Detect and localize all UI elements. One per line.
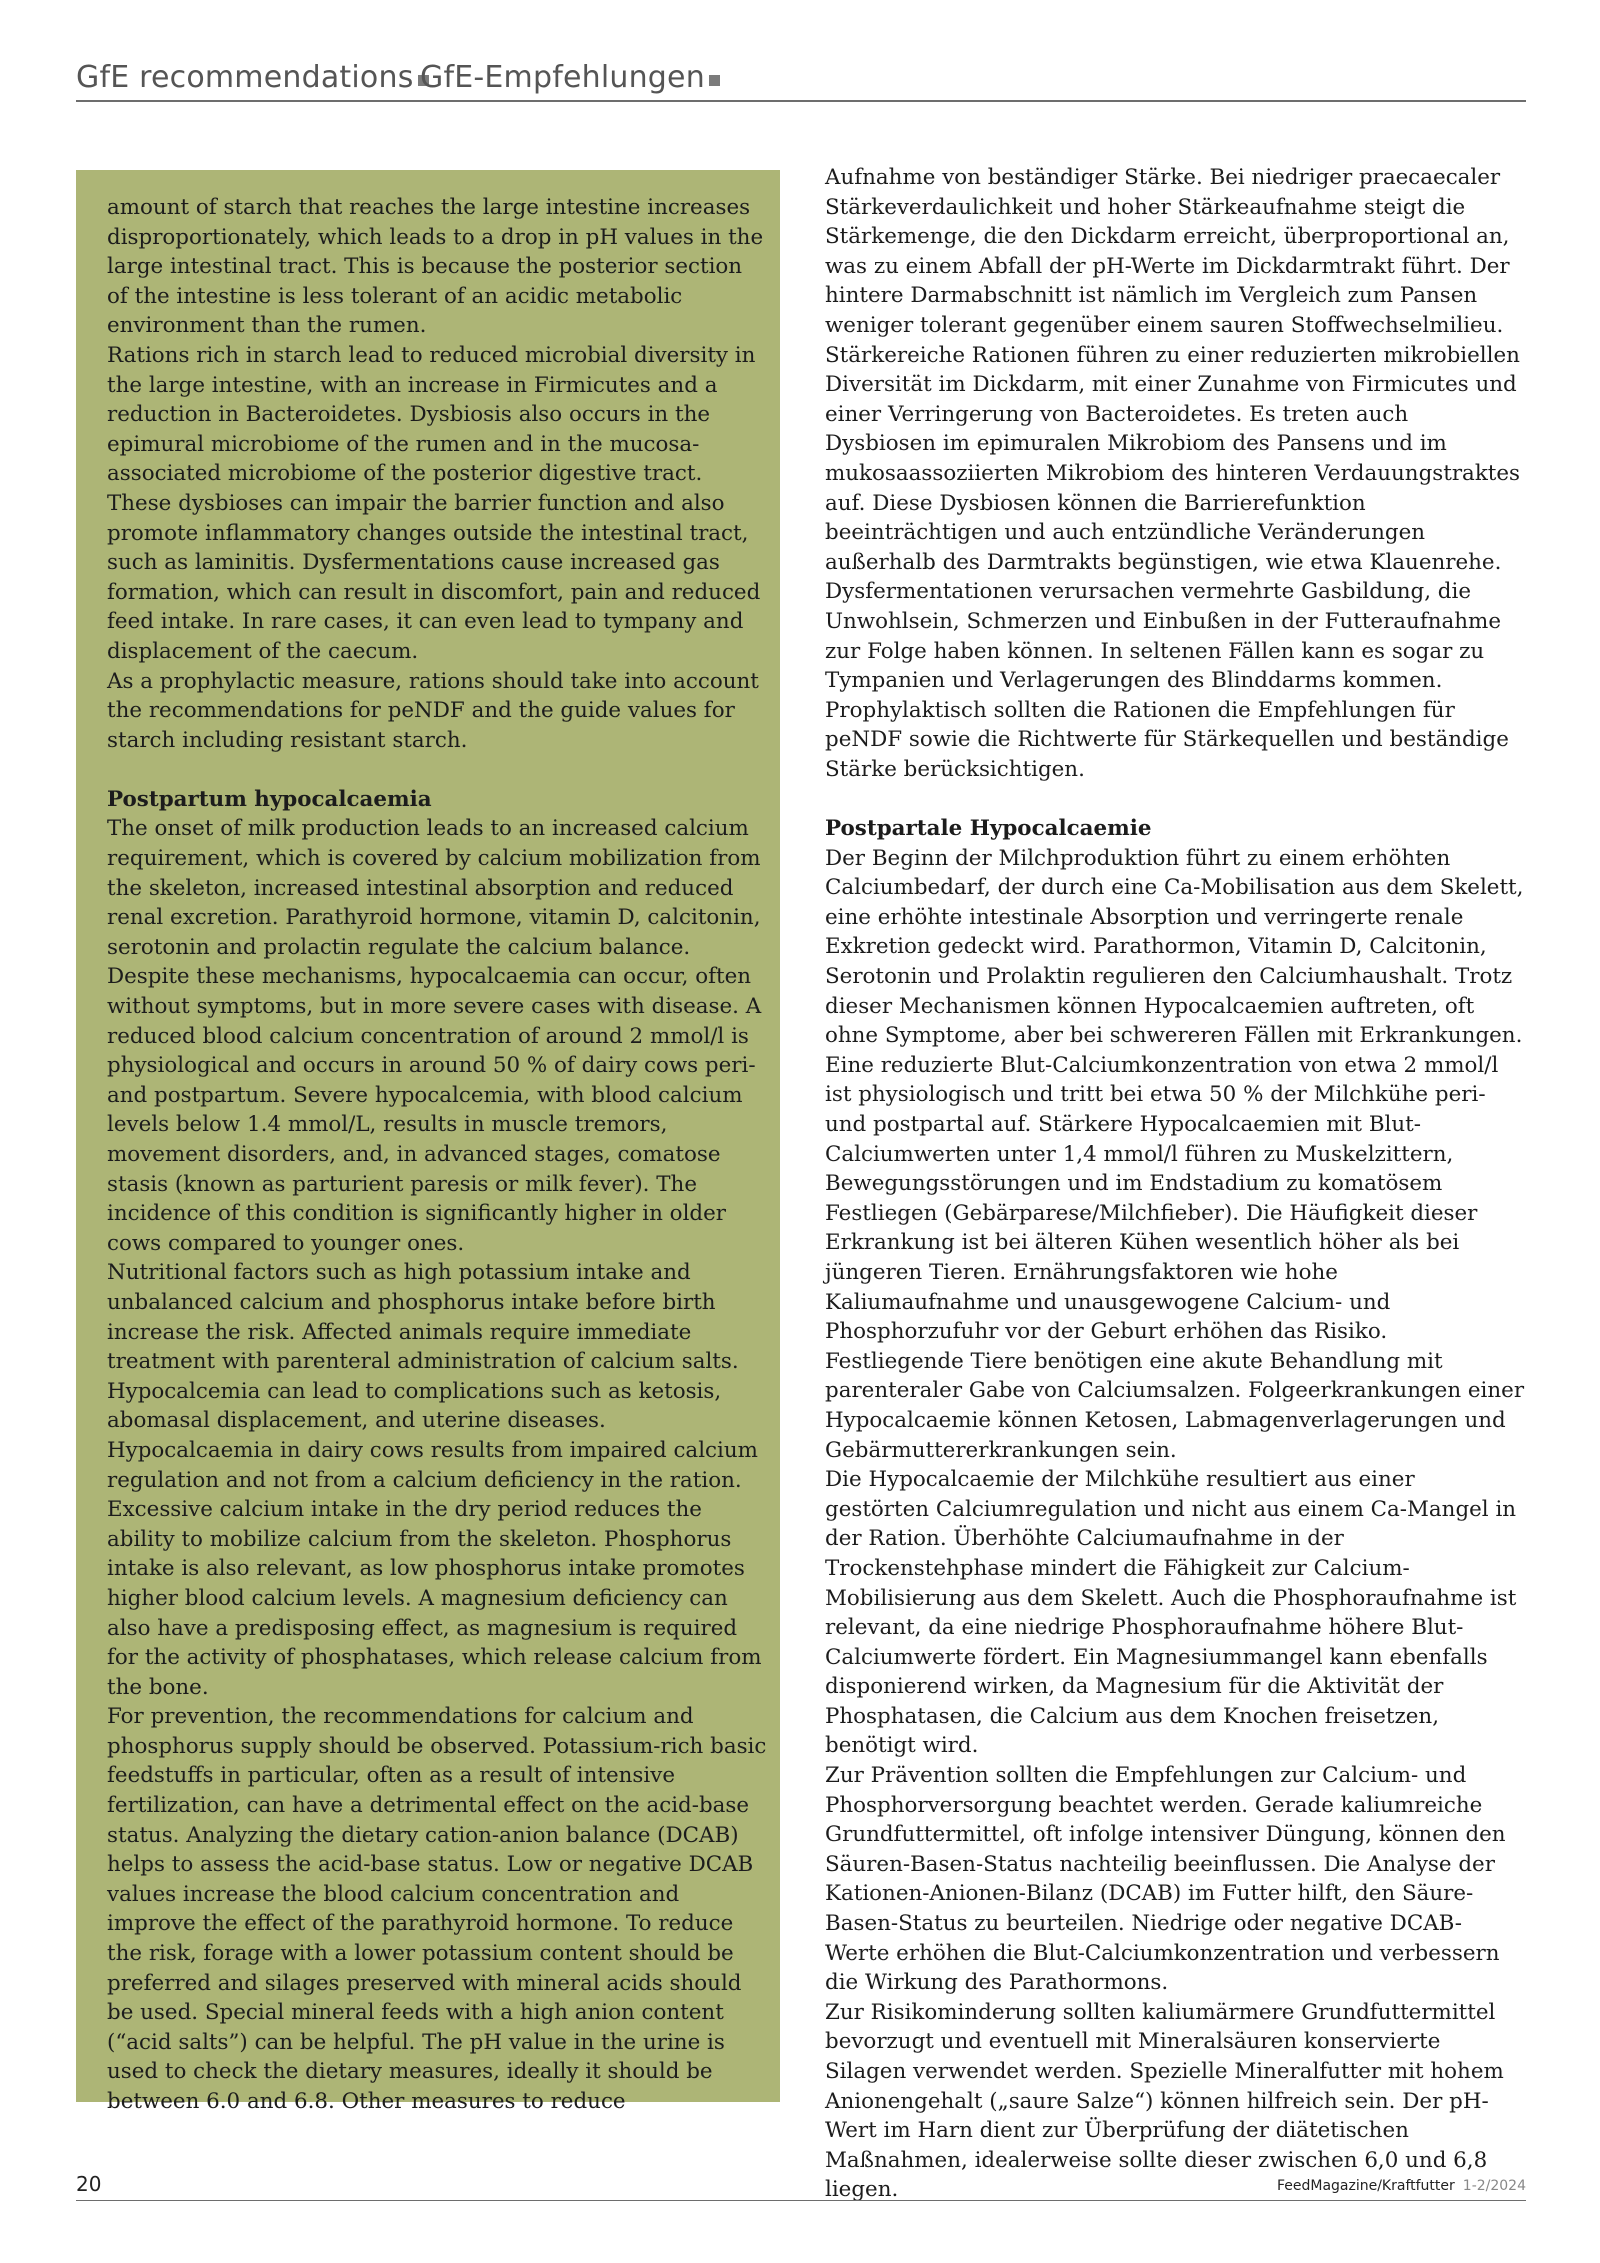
english-paragraph: As a prophylactic measure, rations should take into account the recommendations for peNDF and the guide values for starch including resistant starch. xyxy=(107,668,759,753)
english-column xyxy=(107,193,767,2117)
english-paragraph: amount of starch that reaches the large intestine increases disproportionately, which leads to a drop in pH values in the large intestinal tract. This is because the posterior section of the intestine is less tolerant of an acidic metabolic environment than the rumen. xyxy=(107,195,764,339)
publication-credit xyxy=(1277,2178,1526,2194)
header-square-icon xyxy=(709,75,720,86)
german-paragraph: Stärkereiche Rationen führen zu einer reduzierten mikrobiellen Diversität im Dickdarm, mit einer Zunahme von Firmicutes und einer Verringerung von Bacteroidetes. Es treten auch Dysbiosen im epimuralen Mikrobiom des Pansens und im mukosaassoziierten Mikrobiom des hinteren Verdauungstraktes auf. Diese Dysbiosen können die Barrierefunktion beeinträchtigen und auch entzündliche Veränderungen außerhalb des Darmtrakts begünstigen, wie etwa Klauenrehe. Dysfermentationen verursachen vermehrte Gasbildung, die Unwohlsein, Schmerzen und Einbußen in der Futteraufnahme zur Folge haben können. In seltenen Fällen kann es sogar zu Tympanien und Verlagerungen des Blinddarms kommen. Prophylaktisch sollten die Rationen die Empfehlungen für peNDF sowie die Richtwerte für Stärkequellen und beständige Stärke berücksichtigen. xyxy=(825,342,1521,782)
english-section-heading: Postpartum hypocalcaemia xyxy=(107,786,432,812)
publication-name: FeedMagazine/Kraftfutter xyxy=(1276,2178,1455,2194)
german-paragraph: Der Beginn der Milchproduktion führt zu einem erhöhten Calciumbedarf, der durch eine Ca-Mobilisation aus dem Skelett, eine erhöhte intestinale Absorption und verringerte renale Exkretion gedeckt wird. Parathormon, Vitamin D, Calcitonin, Serotonin und Prolaktin regulieren den Calciumhaushalt. Trotz dieser Mechanismen können Hypocalcaemien auftreten, oft ohne Symptome, aber bei schwereren Fällen mit Erkrankungen. Eine reduzierte Blut-Calciumkonzentration von etwa 2 mmol/l ist physiologisch und tritt bei etwa 50 % der Milchkühe peri- und postpartal auf. Stärkere Hypocalcaemien mit Blut-Calciumwerten unter 1,4 mmol/l führen zu Muskelzittern, Bewegungsstörungen und im Endstadium zu komatösem Festliegen (Gebärparese/Milchfieber). Die Häufigkeit dieser Erkrankung ist bei älteren Kühen wesentlich höher als bei jüngeren Tieren. Ernährungsfaktoren wie hohe Kaliumaufnahme und unausgewogene Calcium- und Phosphorzufuhr vor der Geburt erhöhen das Risiko. Festliegende Tiere benötigen eine akute Behandlung mit parenteraler Gabe von Calciumsalzen. Folgeerkrankungen einer Hypocalcaemie können Ketosen, Labmagenverlagerungen und Gebärmuttererkrankungen sein. xyxy=(825,845,1525,1463)
header-german: GfE-Empfehlungen xyxy=(420,60,720,95)
german-paragraph: Die Hypocalcaemie der Milchkühe resultiert aus einer gestörten Calciumregulation und nicht aus einem Ca-Mangel in der Ration. Überhöhte Calciumaufnahme in der Trockenstehphase mindert die Fähigkeit zur Calcium-Mobilisierung aus dem Skelett. Auch die Phosphoraufnahme ist relevant, da eine niedrige Phosphoraufnahme höhere Blut-Calciumwerte fördert. Ein Magnesiummangel kann ebenfalls disponierend wirken, da Magnesium für die Aktivität der Phosphatasen, die Calcium aus dem Knochen freisetzen, benötigt wird. xyxy=(825,1467,1517,1759)
page-number: 20 xyxy=(76,2172,102,2196)
english-paragraph: For prevention, the recommendations for calcium and phosphorus supply should be observed. Potassium-rich basic feedstuffs in particular, often as a result of intensive fertilization, can have a detrimental effect on the acid-base status. Analyzing the dietary cation-anion balance (DCAB) helps to assess the acid-base status. Low or negative DCAB values increase the blood calcium concentration and improve the effect of the parathyroid hormone. To reduce the risk, forage with a lower potassium content should be preferred and silages preserved with mineral acids should be used. Special mineral feeds with a high anion content (“acid salts”) can be helpful. The pH value in the urine is used to check the dietary measures, ideally it should be between 6.0 and 6.8. Other measures to reduce xyxy=(107,1704,767,2114)
english-paragraph: Hypocalcaemia in dairy cows results from impaired calcium regulation and not from a calcium deficiency in the ration. Excessive calcium intake in the dry period reduces the ability to mobilize calcium from the skeleton. Phosphorus intake is also relevant, as low phosphorus intake promotes higher blood calcium levels. A magnesium deficiency can also have a predisposing effect, as magnesium is required for the activity of phosphatases, which release calcium from the bone. xyxy=(107,1437,762,1700)
english-paragraph: The onset of milk production leads to an increased calcium requirement, which is covered by calcium mobilization from the skeleton, increased intestinal absorption and reduced renal excretion. Parathyroid hormone, vitamin D, calcitonin, serotonin and prolactin regulate the calcium balance. Despite these mechanisms, hypocalcaemia can occur, often without symptoms, but in more severe cases with disease. A reduced blood calcium concentration of around 2 mmol/l is physiological and occurs in around 50 % of dairy cows peri- and postpartum. Severe hypocalcemia, with blood calcium levels below 1.4 mmol/L, results in muscle tremors, movement disorders, and, in advanced stages, comatose stasis (known as parturient paresis or milk fever). The incidence of this condition is significantly higher in older cows compared to younger ones. xyxy=(107,816,762,1256)
german-paragraph: Aufnahme von beständiger Stärke. Bei niedriger praecaecaler Stärkeverdaulichkeit und hoher Stärkeaufnahme steigt die Stärkemenge, die den Dickdarm erreicht, überproportional an, was zu einem Abfall der pH-Werte im Dickdarmtrakt führt. Der hintere Darmabschnitt ist nämlich im Vergleich zum Pansen weniger tolerant gegenüber einem sauren Stoffwechselmilieu. xyxy=(825,165,1510,338)
running-header xyxy=(76,58,1526,102)
issue-number: 1-2/2024 xyxy=(1462,2178,1526,2194)
footer-rule xyxy=(76,2200,1526,2201)
header-english: GfE recommendations xyxy=(76,60,429,95)
german-section-heading: Postpartale Hypocalcaemie xyxy=(825,816,1152,842)
english-paragraph: Nutritional factors such as high potassium intake and unbalanced calcium and phosphorus intake before birth increase the risk. Affected animals require immediate treatment with parenteral administration of calcium salts. Hypocalcemia can lead to complications such as ketosis, abomasal displacement, and uterine diseases. xyxy=(107,1260,739,1434)
german-paragraph: Zur Risikominderung sollten kaliumärmere Grundfuttermittel bevorzugt und eventuell mit Mineralsäuren konservierte Silagen verwendet werden. Spezielle Mineralfutter mit hohem Anionengehalt („saure Salze“) können hilfreich sein. Der pH-Wert im Harn dient zur Überprüfung der diätetischen Maßnahmen, idealerweise sollte dieser zwischen 6,0 und 6,8 liegen. xyxy=(825,1999,1504,2203)
german-column xyxy=(825,163,1525,2205)
english-paragraph: Rations rich in starch lead to reduced microbial diversity in the large intestine, with an increase in Firmicutes and a reduction in Bacteroidetes. Dysbiosis also occurs in the epimural microbiome of the rumen and in the mucosa-associated microbiome of the posterior digestive tract. These dysbioses can impair the barrier function and also promote inflammatory changes outside the intestinal tract, such as laminitis. Dysfermentations cause increased gas formation, which can result in discomfort, pain and reduced feed intake. In rare cases, it can even lead to tympany and displacement of the caecum. xyxy=(107,342,761,664)
german-paragraph: Zur Prävention sollten die Empfehlungen zur Calcium- und Phosphorversorgung beachtet werden. Gerade kaliumreiche Grundfuttermittel, oft infolge intensiver Düngung, können den Säuren-Basen-Status nachteilig beeinflussen. Die Analyse der Kationen-Anionen-Bilanz (DCAB) im Futter hilft, den Säure-Basen-Status zu beurteilen. Niedrige oder negative DCAB-Werte erhöhen die Blut-Calciumkonzentration und verbessern die Wirkung des Parathormons. xyxy=(825,1763,1506,1996)
